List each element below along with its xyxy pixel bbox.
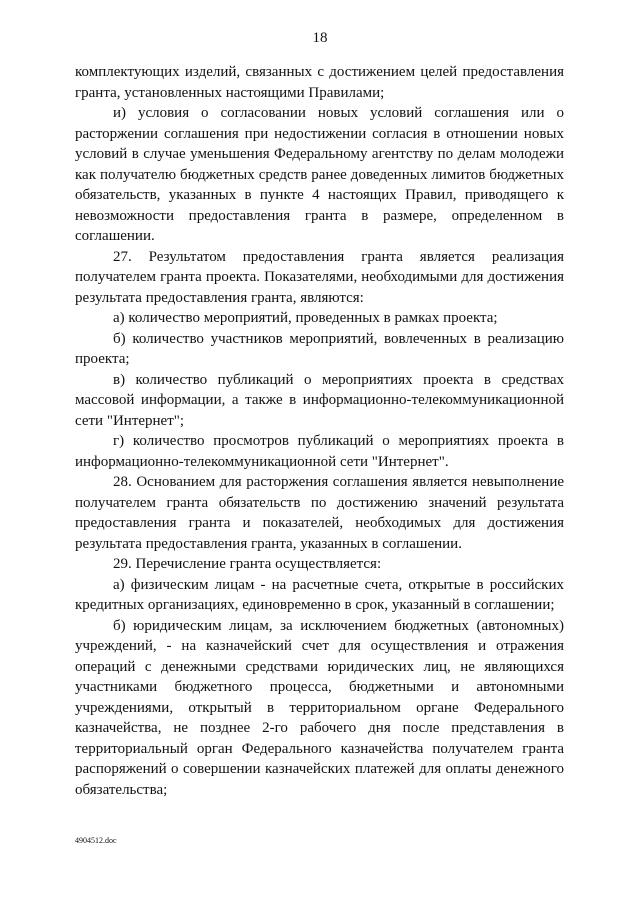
paragraph-27: 27. Результатом предоставления гранта является реализация получателем гранта проекта. Показателями, необходимыми для достижения результата предоставления гранта, являются: xyxy=(75,248,564,306)
paragraph-27-v: в) количество публикаций о мероприятиях проекта в средствах массовой информации, а также в информационно-телекоммуникационной сети "Интернет"; xyxy=(75,371,564,429)
paragraph-27-g: г) количество просмотров публикаций о мероприятиях проекта в информационно-телекоммуникационной сети "Интернет". xyxy=(75,433,564,470)
footer-filename: 4904512.doc xyxy=(75,836,117,845)
document-body xyxy=(75,62,564,800)
paragraph-29-a: а) физическим лицам - на расчетные счета, открытые в российских кредитных организациях, единовременно в срок, указанный в соглашении; xyxy=(75,576,564,613)
paragraph-27-a: а) количество мероприятий, проведенных в рамках проекта; xyxy=(113,310,498,326)
paragraph-27-b: б) количество участников мероприятий, вовлеченных в реализацию проекта; xyxy=(75,330,564,367)
paragraph-29-b: б) юридическим лицам, за исключением бюджетных (автономных) учреждений, - на казначейский счет для осуществления и отражения операций с денежными средствами юридических лиц, не являющихся участниками бюджетного процесса, бюджетными и автономными учреждениями, открытый в территориальном органе Федерального казначейства, не позднее 2-го рабочего дня после представления в территориальный орган Федерального казначейства получателем гранта распоряжений о совершении казначейских платежей для оплаты денежного обязательства; xyxy=(75,617,564,798)
page-number: 18 xyxy=(312,30,328,46)
paragraph-28: 28. Основанием для расторжения соглашения является невыполнение получателем гранта обязательств по достижению значений результата предоставления гранта и показателей, необходимых для достижения результата предоставления гранта, указанных в соглашении. xyxy=(75,474,564,552)
paragraph-item-i: и) условия о согласовании новых условий соглашения или о расторжении соглашения при недостижении согласия в отношении новых условий в случае уменьшения Федеральному агентству по делам молодежи как получателю бюджетных средств ранее доведенных лимитов бюджетных обязательств, указанных в пункте 4 настоящих Правил, приводящего к невозможности предоставления гранта в размере, определенном в соглашении. xyxy=(75,105,564,244)
paragraph-continuation: комплектующих изделий, связанных с достижением целей предоставления гранта, установленных настоящими Правилами; xyxy=(75,64,564,101)
paragraph-29: 29. Перечисление гранта осуществляется: xyxy=(113,556,382,572)
